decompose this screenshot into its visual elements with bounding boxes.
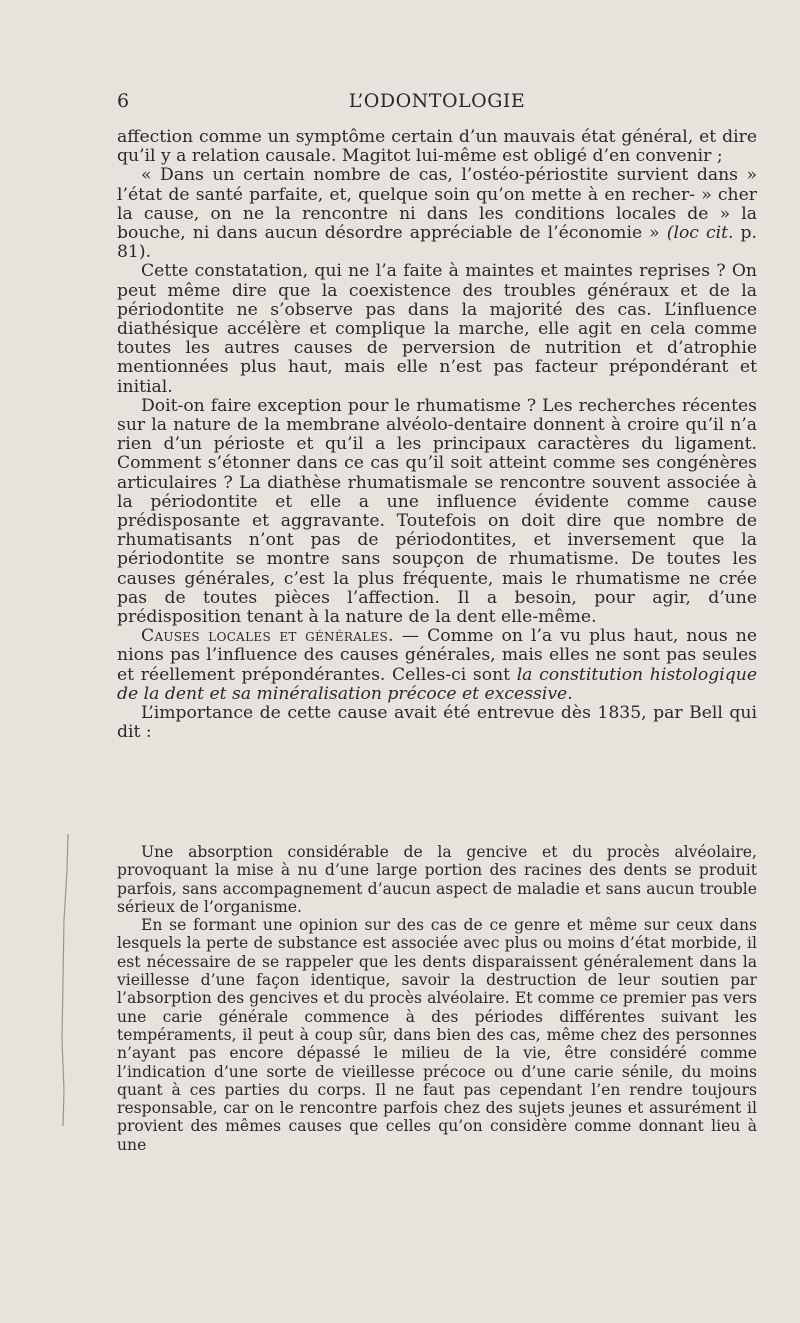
- block-quotation: [117, 843, 757, 1154]
- paragraph-5: [117, 627, 757, 704]
- running-title: L’ODONTOLOGIE: [348, 90, 526, 112]
- page-number: 6: [117, 90, 130, 112]
- citation-reference: (loc cit.: [666, 223, 734, 244]
- quotation-paragraph-2: En se formant une opinion sur des cas de ce genre et même sur ceux dans lesquels la perte de substance est associée avec plus ou moins d’état morbide, il est nécessaire de se rappeler que les dents disparaissent généralement dans la vieillesse d’une façon identique, savoir la destruction de leur soutien par l’absorption des gencives et du procès alvéolaire. Et comme ce premier pas vers une carie générale commence à des périodes différentes suivant les tempéraments, il peut à coup sûr, dans bien des cas, même chez des personnes n’ayant pas encore dépassé le milieu de la vie, être considéré comme l’indication d’une sorte de vieillesse précoce ou d’une carie sénile, du moins quant à ces parties du corps. Il ne faut pas cependant l’en rendre toujours responsable, car on le rencontre parfois chez des sujets jeunes et assurément il provient des mêmes causes que celles qu’on considère comme donnant lieu à une: [117, 916, 757, 1154]
- paragraph-4: Doit-on faire exception pour le rhumatisme ? Les recherches récentes sur la nature de la membrane alvéolo-dentaire donnent à croire qu’il n’a rien d’un périoste et qu’il a les principaux caractères du ligament. Comment s’étonner dans ce cas qu’il soit atteint comme ses congénères articulaires ? La diathèse rhumatismale se rencontre souvent associée à la périodontite et elle a une influence évidente comme cause prédisposante et aggravante. Toutefois on doit dire que nombre de rhumatisants n’ont pas de périodontites, et inversement que la périodontite se montre sans soupçon de rhumatisme. De toutes les causes générales, c’est la plus fréquente, mais le rhumatisme ne crée pas de toutes pièces l’affection. Il a besoin, pour agir, d’une prédisposition tenant à la nature de la dent elle-même.: [117, 395, 757, 628]
- paragraph-2-quotation: [117, 166, 757, 262]
- page-header: [117, 90, 757, 116]
- margin-pencil-mark: [58, 830, 72, 1130]
- main-text: [117, 128, 757, 743]
- paragraph-3: Cette constatation, qui ne l’a faite à maintes et maintes reprises ? On peut même dire que la coexistence des troubles généraux et de la périodontite ne s’observe pas dans la majorité des cas. L’influence diathésique accélère et complique la marche, elle agit en cela comme toutes les autres causes de perversion de nutrition et d’atrophie mentionnées plus haut, mais elle n’est pas facteur prépondérant et initial.: [117, 261, 757, 397]
- quotation-text: « Dans un certain nombre de cas, l’ostéo-périostite survient dans » l’état de santé parfaite, et, quelque soin qu’on mette à en recher- » cher la cause, on ne la rencontre ni dans les conditions locales de » la bouche, ni dans aucun désordre appréciable de l’économie »: [117, 165, 757, 244]
- quotation-paragraph-1: Une absorption considérable de la gencive et du procès alvéolaire, provoquant la mise à nu d’une large portion des racines des dents se produit parfois, sans accompagnement d’aucun aspect de maladie et sans aucun trouble sérieux de l’organisme.: [117, 843, 757, 916]
- paragraph-6: L’importance de cette cause avait été entrevue dès 1835, par Bell qui dit :: [117, 703, 757, 743]
- paragraph-5-text: — Comme on l’a vu plus haut, nous ne nions pas l’influence des causes générales, mais elles ne sont pas seules et réellement prépondérantes. Celles-ci sont: [117, 626, 757, 685]
- paragraph-5-emphasis: la constitution histologique de la dent et sa minéralisation précoce et excessive.: [117, 664, 757, 704]
- citation-page: p. 81).: [117, 223, 757, 263]
- section-heading: Causes locales et générales.: [141, 626, 394, 647]
- paragraph-1: affection comme un symptôme certain d’un mauvais état général, et dire qu’il y a relation causale. Magitot lui-même est obligé d’en convenir ;: [117, 127, 757, 167]
